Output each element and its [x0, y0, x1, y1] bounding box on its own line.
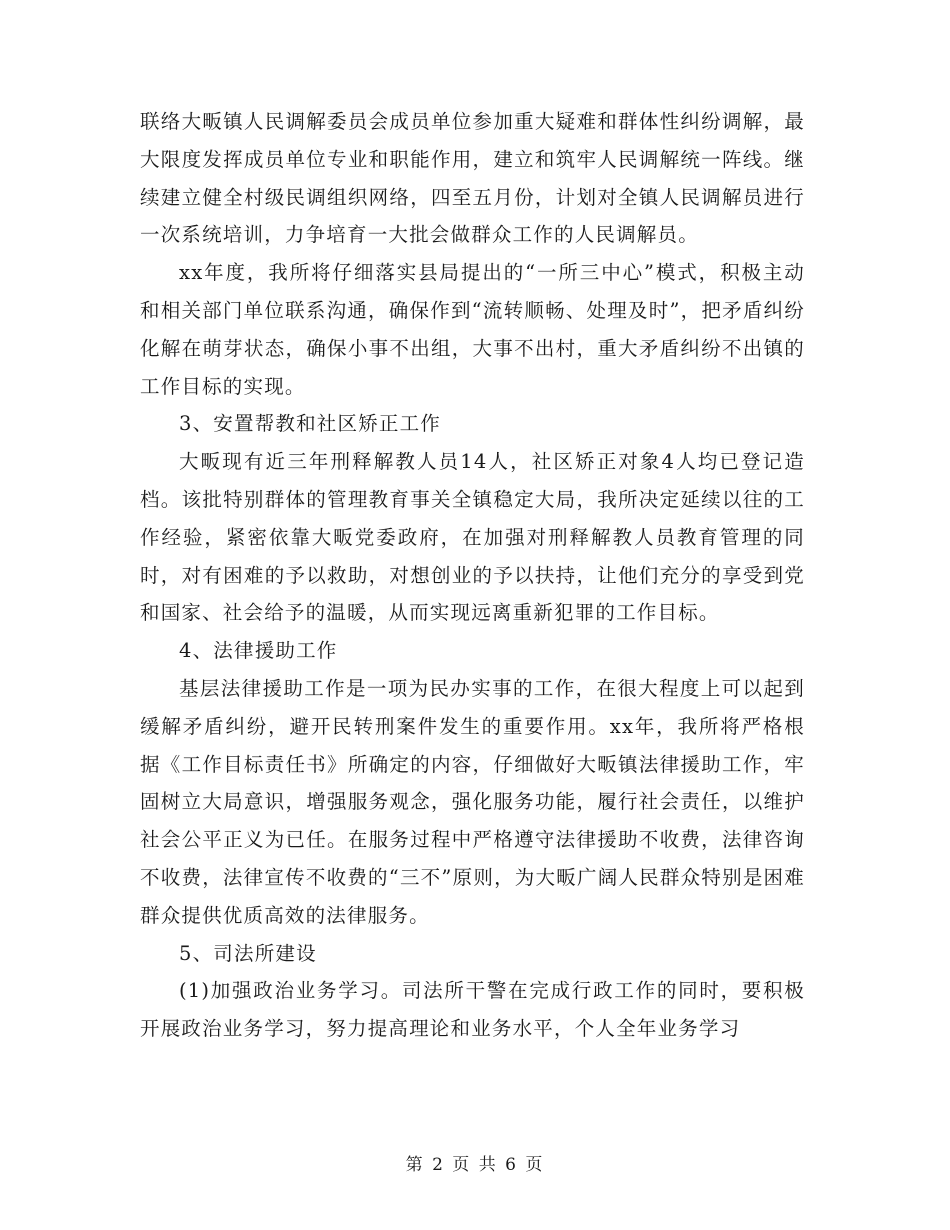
section-heading: 3、安置帮教和社区矫正工作	[179, 412, 442, 436]
paragraph: 大畈现有近三年刑释解教人员14人，社区矫正对象4人均已登记造档。该批特别群体的管理教育事关全镇稳定大局，我所决定延续以往的工作经验，紧密依靠大畈党委政府，在加强对刑释解教人员教育管理的同时，对有困难的予以救助，对想创业的予以扶持，让他们充分的享受到党和国家、社会给予的温暖，从而实现远离重新犯罪的工作目标。	[140, 450, 805, 625]
paragraph: xx年度，我所将仔细落实县局提出的“一所三中心”模式，积极主动和相关部门单位联系沟通，确保作到“流转顺畅、处理及时”，把矛盾纠纷化解在萌芽状态，确保小事不出组，大事不出村，重大矛盾纠纷不出镇的工作目标的实现。	[140, 261, 805, 398]
paragraph-continuation: 联络大畈镇人民调解委员会成员单位参加重大疑难和群体性纠纷调解，最大限度发挥成员单位专业和职能作用，建立和筑牢人民调解统一阵线。继续建立健全村级民调组织网络，四至五月份，计划对全镇人民调解员进行一次系统培训，力争培育一大批会做群众工作的人民调解员。	[140, 110, 805, 247]
section-heading: 4、法律援助工作	[179, 639, 338, 663]
paragraph: 基层法律援助工作是一项为民办实事的工作，在很大程度上可以起到缓解矛盾纠纷，避开民转刑案件发生的重要作用。xx年，我所将严格根据《工作目标责任书》所确定的内容，仔细做好大畈镇法律援助工作，牢固树立大局意识，增强服务观念，强化服务功能，履行社会责任，以维护社会公平正义为已任。在服务过程中严格遵守法律援助不收费，法律咨询不收费，法律宣传不收费的“三不”原则，为大畈广阔人民群众特别是困难群众提供优质高效的法律服务。	[140, 676, 805, 927]
document-body	[140, 103, 805, 1048]
page-number-footer: 第 2 页 共 6 页	[405, 1155, 545, 1175]
paragraph: (1)加强政治业务学习。司法所干警在完成行政工作的同时，要积极开展政治业务学习，努力提高理论和业务水平，个人全年业务学习	[140, 979, 805, 1041]
section-heading: 5、司法所建设	[179, 941, 317, 965]
